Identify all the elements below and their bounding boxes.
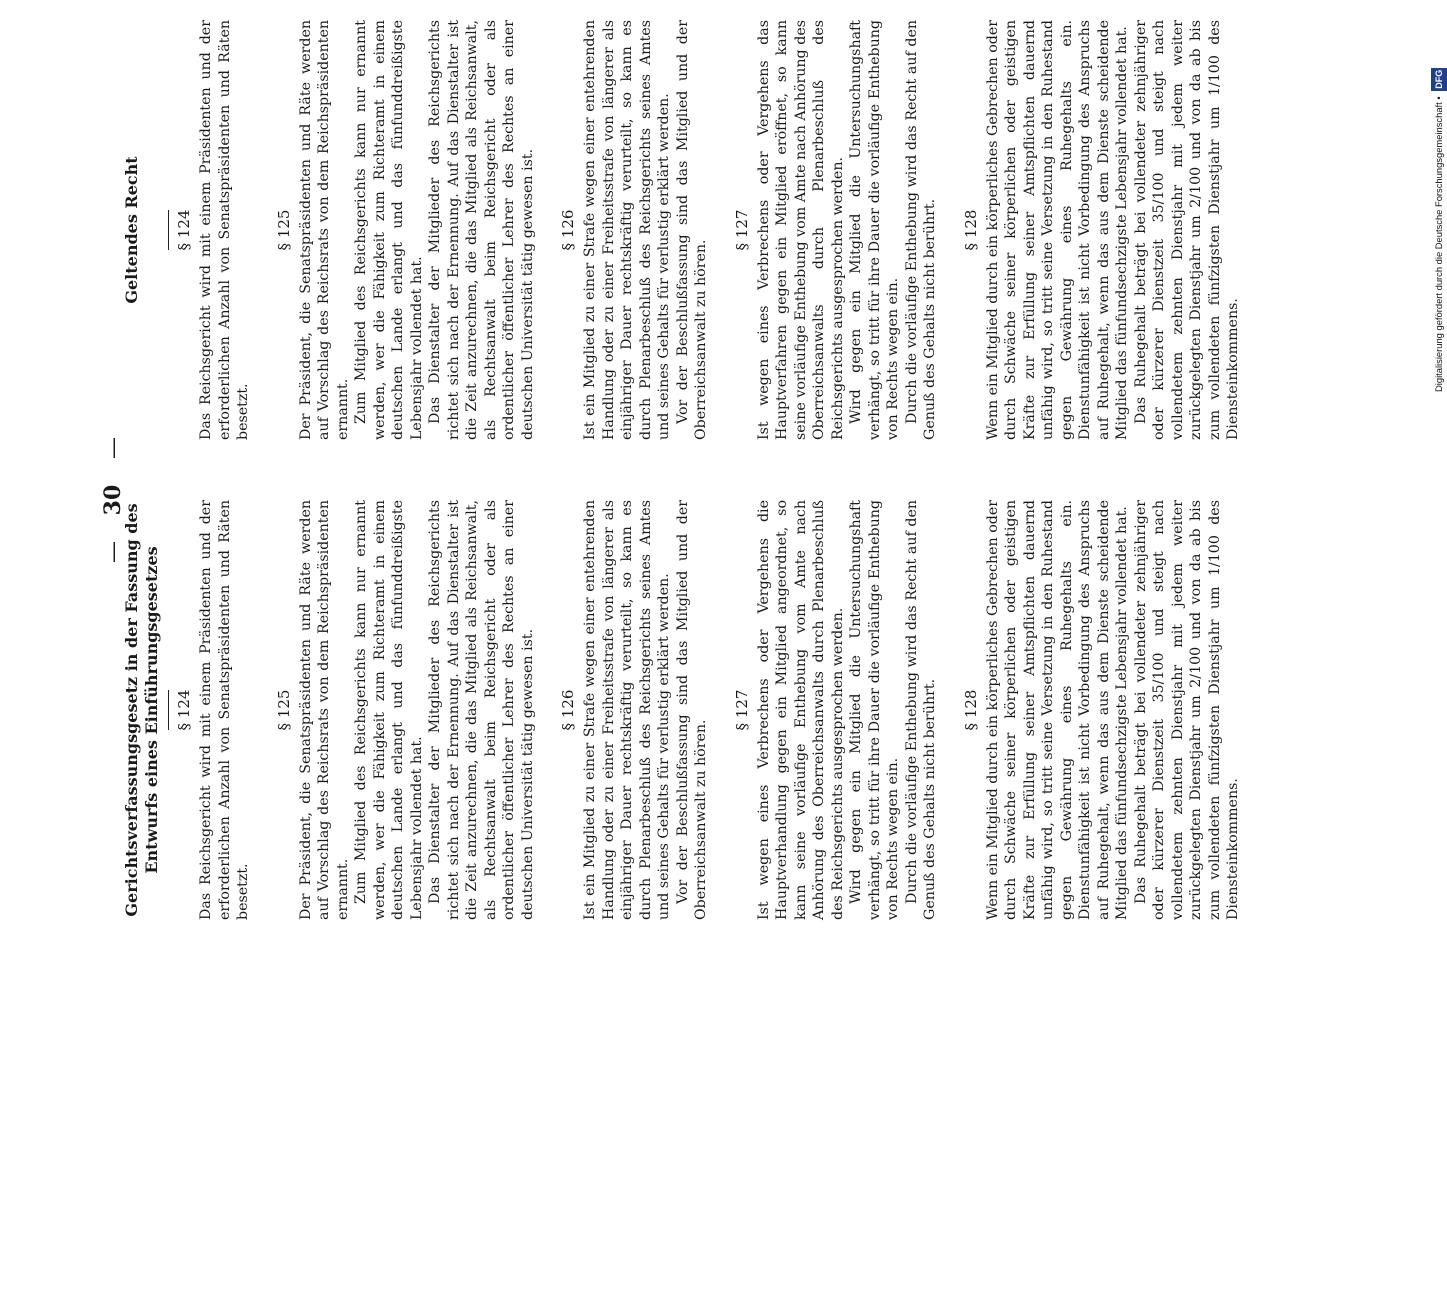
document-page [10,0,1241,1300]
section-number: § 128 [961,689,980,731]
section-paragraph: Der Präsident, die Senatspräsidenten und Räte werden auf Vorschlag des Reichsrats von dem Reichspräsidenten ernannt. [297,20,351,440]
section-paragraph: Ist wegen eines Verbrechens oder Vergehens das Hauptverfahren gegen ein Mitglied eröffnet, so kann seine vorläufige Enthebung vom Amte nach Anhörung des Oberreichsanwalts durch Plenarbeschluß des Reichsgerichts ausgesprochen werden. [755,20,846,440]
section-paragraph: Das Dienstalter der Mitglieder des Reichsgerichts richtet sich nach der Ernennung. Auf das Dienstalter ist die Zeit anzurechnen, die das Mitglied als Reichsanwalt, als Rechtsanwalt beim Reichsgericht oder als ordentlicher öffentlicher Lehrer des Rechtes an einer deutschen Universität tätig gewesen ist. [427,500,536,920]
section-paragraph: Das Ruhegehalt beträgt bei vollendeter zehnjähriger oder kürzerer Dienstzeit 35/100 und steigt nach vollendetem zehnten Dienstjahr mit jedem weiter zurückgelegten Dienstjahr um 2/100 und von da ab bis zum vollendeten fünfzigsten Dienstjahr um 1/100 des Diensteinkommens. [1132,20,1241,440]
page-number: 30 [100,484,126,516]
section-paragraph: Durch die vorläufige Enthebung wird das Recht auf den Genuß des Gehalts nicht berührt. [903,500,938,920]
section [733,500,940,920]
dfg-logo: DFG [1431,68,1447,91]
section-paragraph: Zum Mitglied des Reichsgerichts kann nur ernannt werden, wer die Fähigkeit zum Richteramt in einem deutschen Lande erlangt und das fünfunddreißigste Lebensjahr vollendet hat. [353,500,425,920]
section [962,20,1243,440]
section-paragraph: Ist wegen eines Verbrechens oder Vergehens die Hauptverhandlung gegen ein Mitglied angeordnet, so kann seine vorläufige Enthebung vom Amte nach Anhörung des Oberreichsanwalts durch Plenarbeschluß des Reichsgerichts ausgesprochen werden. [755,500,846,920]
section-paragraph: Wird gegen ein Mitglied die Untersuchungshaft verhängt, so tritt für ihre Dauer die vorläufige Enthebung von Rechts wegen ein. [848,20,901,440]
digitization-note: Digitalisierung gefördert durch die Deutsche Forschungsgemeinschaft • [1433,96,1444,392]
left-sections [175,500,1243,920]
section-paragraph: Wenn ein Mitglied durch ein körperliches Gebrechen oder durch Schwäche seiner körperlichen oder geistigen Kräfte zur Erfüllung seiner Amtspflichten dauernd unfähig wird, so tritt seine Versetzung in den Ruhestand gegen Gewährung eines Ruhegehalts ein. Dienstunfähigkeit ist nicht Vorbedingung des Anspruchs auf Ruhegehalt, wenn das aus dem Dienste scheidende Mitglied das fünfundsechzigste Lebensjahr vollendet hat. [984,500,1130,920]
section [175,20,253,440]
section [962,500,1243,920]
section-number: § 126 [559,689,577,731]
section-paragraph: Das Dienstalter der Mitglieder des Reichsgerichts richtet sich nach der Ernennung. Auf das Dienstalter ist die Zeit anzurechnen, die das Mitglied als Reichsanwalt, als Rechtsanwalt beim Reichsgericht oder als ordentlicher öffentlicher Lehrer des Rechtes an einer deutschen Universität tätig gewesen ist. [427,20,536,440]
section-number: § 127 [732,209,751,251]
section [559,500,711,920]
section-number: § 125 [274,209,293,251]
section-number: § 128 [961,209,980,251]
section-paragraph: Das Ruhegehalt beträgt bei vollendeter zehnjähriger oder kürzerer Dienstzeit 35/100 und steigt nach vollendetem zehnten Dienstjahr mit jedem weiter zurückgelegten Dienstjahr um 2/100 und von da ab bis zum vollendeten fünfzigsten Dienstjahr um 1/100 des Diensteinkommens. [1132,500,1241,920]
section [559,20,711,440]
section-number: § 127 [732,689,751,731]
right-sections [175,20,1243,440]
left-column-heading: Gerichtsverfassungsgesetz in der Fassung des Entwurfs eines Einführungsgesetzes [122,503,161,917]
heading-rule [168,210,169,250]
heading-rule [168,690,169,730]
digitization-credit [1415,8,1444,392]
section [275,500,538,920]
section-paragraph: Der Präsident, die Senatspräsidenten und Räte werden auf Vorschlag des Reichsrats von dem Reichspräsidenten ernannt. [297,500,351,920]
section-number: § 124 [175,209,193,251]
section [275,20,538,440]
section-paragraph: Das Reichsgericht wird mit einem Präsidenten und der erforderlichen Anzahl von Senatspräsidenten und Räten besetzt. [198,500,251,920]
section-paragraph: Vor der Beschlußfassung sind das Mitglied und der Oberreichsanwalt zu hören. [674,500,709,920]
section [175,500,253,920]
section-number: § 125 [274,689,293,731]
section-paragraph: Vor der Beschlußfassung sind das Mitglied und der Oberreichsanwalt zu hören. [674,20,709,440]
right-column-heading: Geltendes Recht [122,156,141,304]
left-column [122,500,1243,920]
header-dash-right: — [101,437,126,460]
section [733,20,940,440]
section-paragraph: Wenn ein Mitglied durch ein körperliches Gebrechen oder durch Schwäche seiner körperlichen oder geistigen Kräfte zur Erfüllung seiner Amtspflichten dauernd unfähig wird, so tritt seine Versetzung in den Ruhestand gegen Gewährung eines Ruhegehalts ein. Dienstunfähigkeit ist nicht Vorbedingung des Anspruchs auf Ruhegehalt, wenn das aus dem Dienste scheidende Mitglied das fünfundsechzigste Lebensjahr vollendet hat. [984,20,1130,440]
section-paragraph: Ist ein Mitglied zu einer Strafe wegen einer entehrenden Handlung oder zu einer Freiheitsstrafe von längerer als einjähriger Dauer rechtskräftig verurteilt, so kann es durch Plenarbeschluß des Reichsgerichts seines Amtes und seines Gehalts für verlustig erklärt werden. [582,20,672,440]
header-dash-left: — [101,540,126,563]
section-paragraph: Wird gegen ein Mitglied die Untersuchungshaft verhängt, so tritt für ihre Dauer die vorläufige Enthebung von Rechts wegen ein. [848,500,901,920]
right-column [122,20,1243,440]
section-paragraph: Durch die vorläufige Enthebung wird das Recht auf den Genuß des Gehalts nicht berührt. [903,20,938,440]
rotated-page-content [100,0,1400,1000]
section-number: § 124 [175,689,193,731]
section-paragraph: Ist ein Mitglied zu einer Strafe wegen einer entehrenden Handlung oder zu einer Freiheitsstrafe von längerer als einjähriger Dauer rechtskräftig verurteilt, so kann es durch Plenarbeschluß des Reichsgerichts seines Amtes und seines Gehalts für verlustig erklärt werden. [582,500,672,920]
section-paragraph: Das Reichsgericht wird mit einem Präsidenten und der erforderlichen Anzahl von Senatspräsidenten und Räten besetzt. [198,20,251,440]
section-number: § 126 [559,209,577,251]
section-paragraph: Zum Mitglied des Reichsgerichts kann nur ernannt werden, wer die Fähigkeit zum Richteramt in einem deutschen Lande erlangt und das fünfunddreißigste Lebensjahr vollendet hat. [353,20,425,440]
